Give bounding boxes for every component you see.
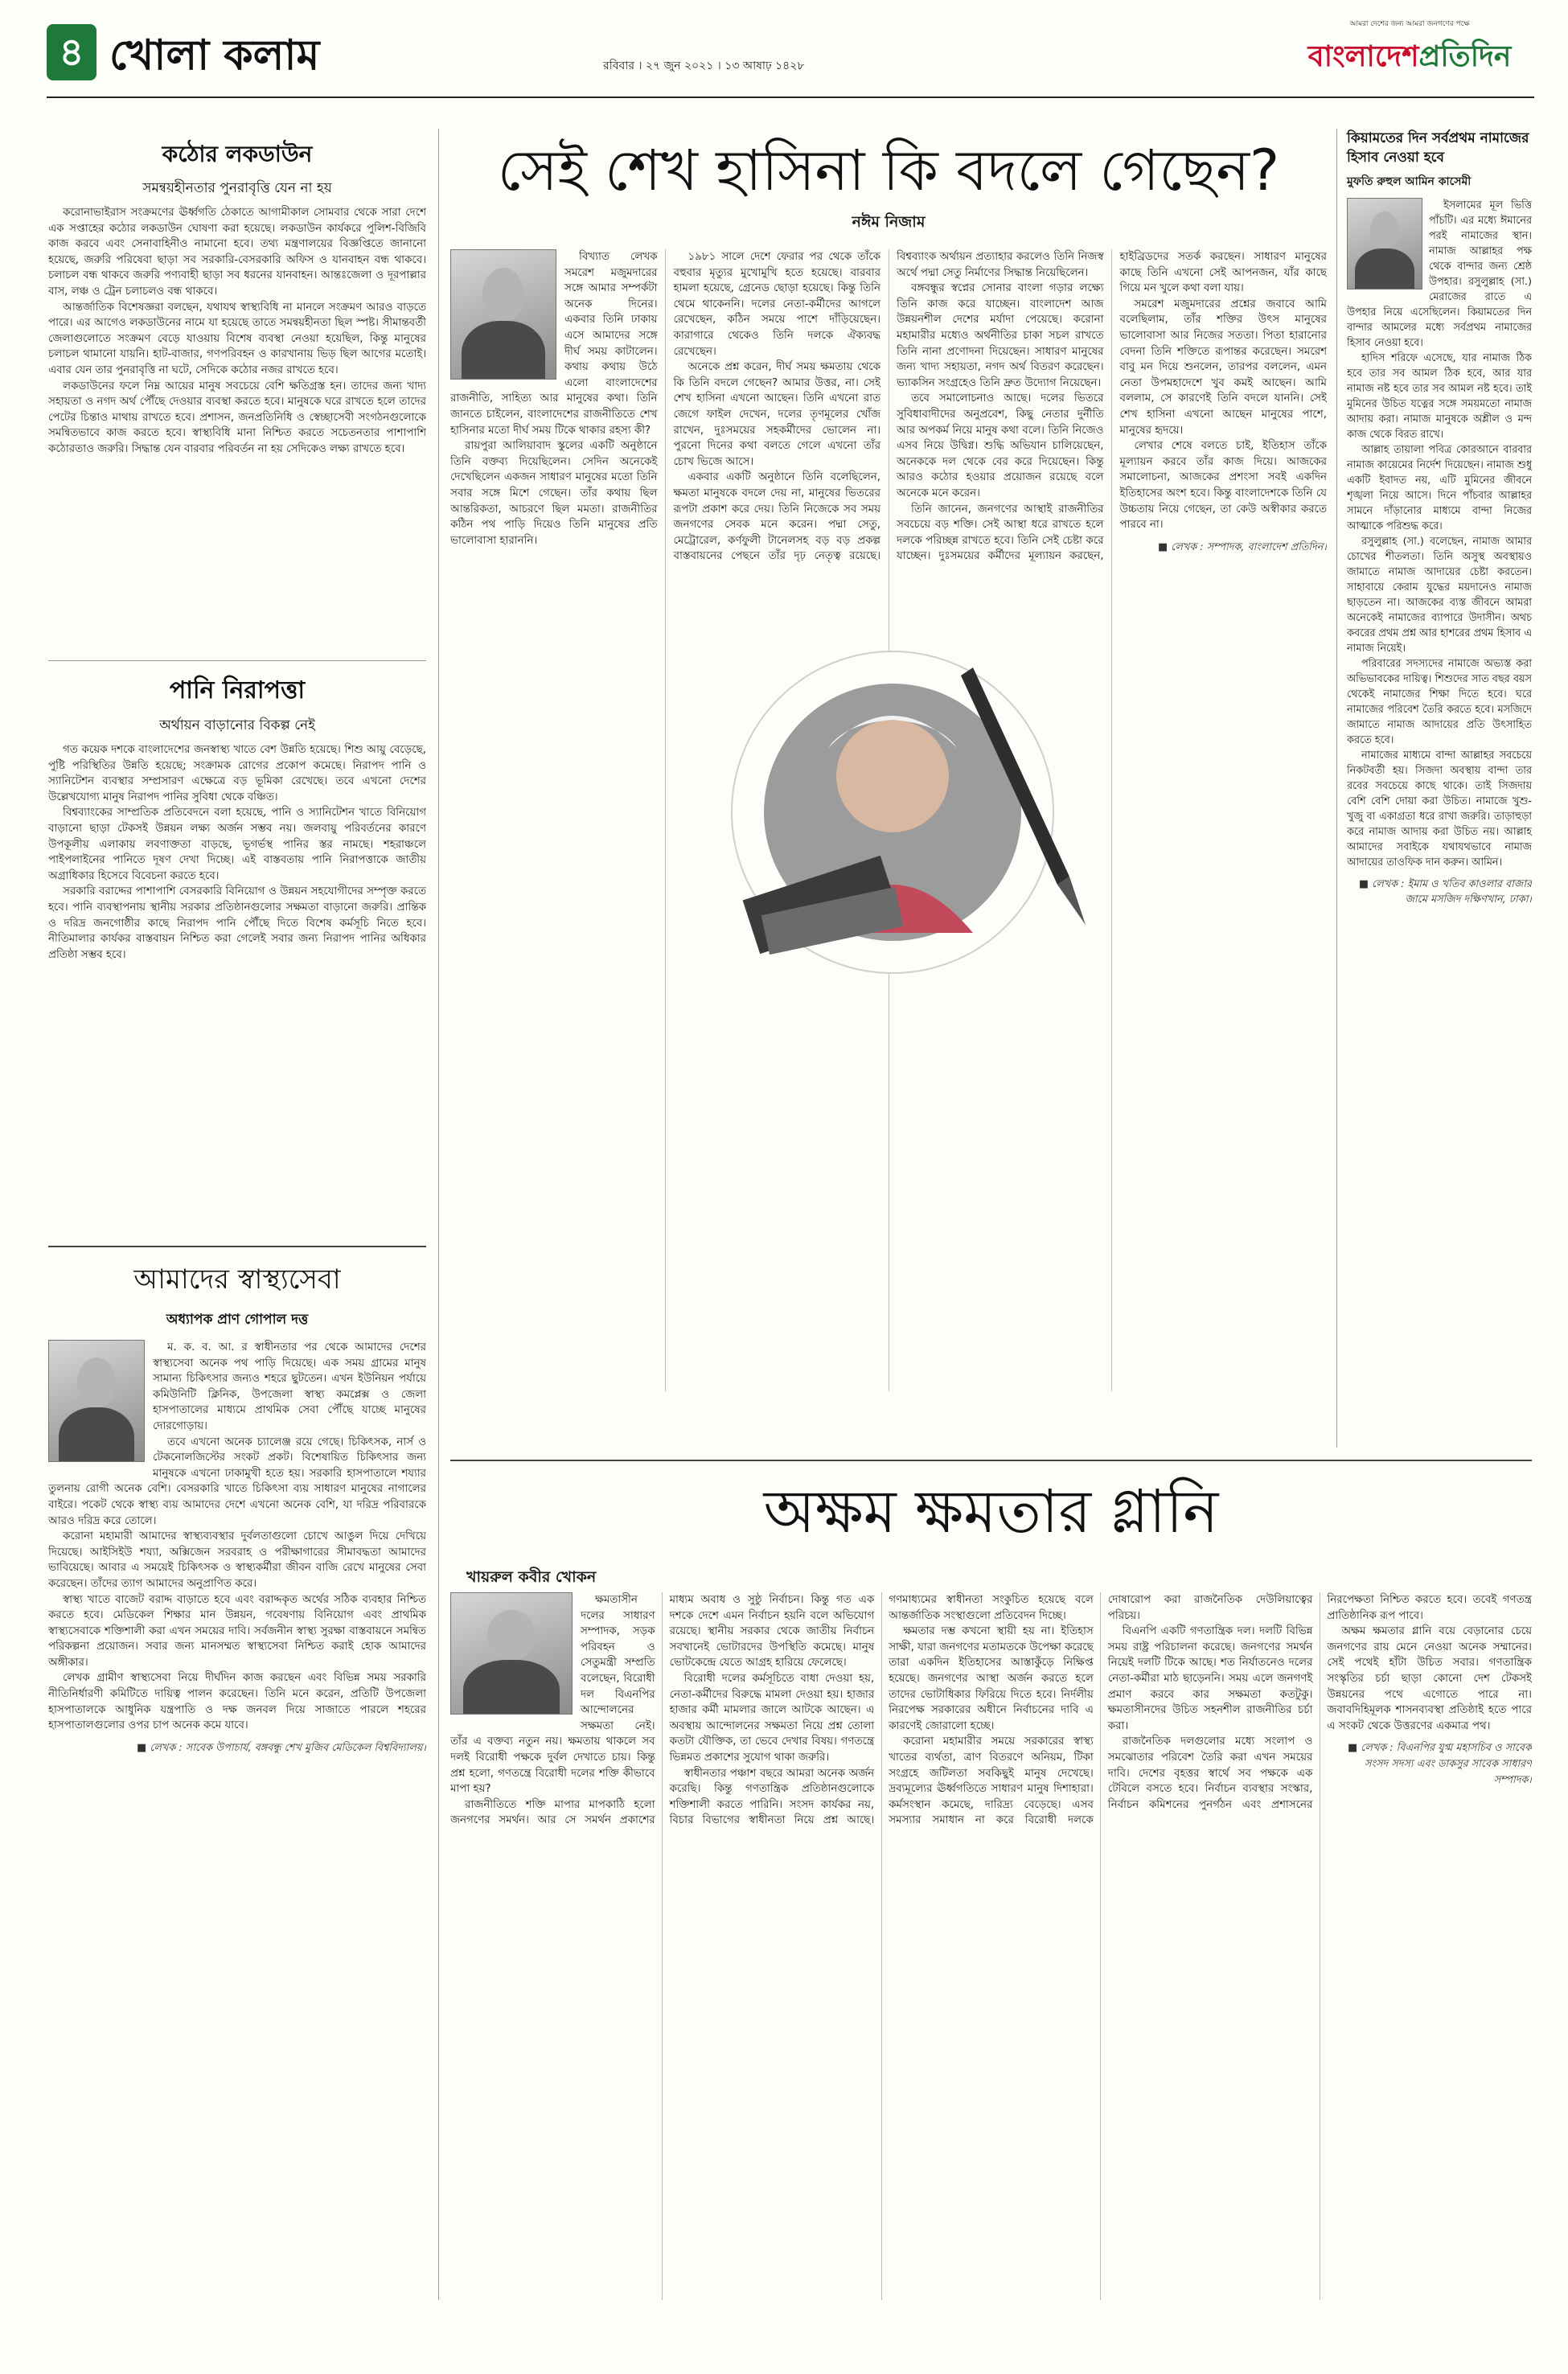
paragraph: রাজনৈতিক দলগুলোর মধ্যে সংলাপ ও সমঝোতার পরিবেশ তৈরি করা এখন সময়ের দাবি। দেশের বৃহত্তর স্বার্থে সব পক্ষকে এক টেবিলে বসতে হবে। নির্বাচন ব্যবস্থার সংস্কার, নির্বাচন কমিশনের পুনর্গঠন এবং প্রশাসনের নিরপেক্ষতা নিশ্চিত করতে হবে। তবেই গণতন্ত্র প্রাতিষ্ঠানিক রূপ পাবে। <box>1107 1594 1532 1811</box>
masthead <box>1285 18 1534 95</box>
paragraph: একবার একটি অনুষ্ঠানে তিনি বলেছিলেন, ক্ষমতা মানুষকে বদলে দেয় না, মানুষের ভিতরের রূপটা প্রকাশ করে দেয়। তিনি নিজেকে সব সময় জনগণের সেবক মনে করেন। পদ্মা সেতু, মেট্রোরেল, কর্ণফুলী টানেলসহ বড় বড় প্রকল্প বাস্তবায়নের পেছনে তাঁর দৃঢ় নেতৃত্ব রয়েছে। বিশ্বব্যাংক অর্থায়ন প্রত্যাহার করলেও তিনি নিজস্ব অর্থে পদ্মা সেতু নির্মাণের সিদ্ধান্ত নিয়েছিলেন। <box>673 251 1104 563</box>
author-photo <box>1347 198 1422 290</box>
author-photo <box>48 1340 145 1462</box>
paragraph: বিশ্বব্যাংকের সাম্প্রতিক প্রতিবেদনে বলা হয়েছে, পানি ও স্যানিটেশন খাতে বিনিয়োগ বাড়ানো ছাড়া টেকসই উন্নয়ন লক্ষ্য অর্জন সম্ভব নয়। জলবায়ু পরিবর্তনের কারণে উপকূলীয় এলাকায় লবণাক্ততা বাড়ছে, ভূগর্ভস্থ পানির স্তর নামছে। শহরাঞ্চলে পাইপলাইনের পানিতে দূষণ দেখা দিচ্ছে। এই বাস্তবতায় পানি নিরাপত্তাকে জাতীয় অগ্রাধিকার হিসেবে বিবেচনা করতে হবে। <box>48 807 426 882</box>
paragraph: তবে সমালোচনাও আছে। দলের ভিতরে সুবিধাবাদীদের অনুপ্রবেশ, কিছু নেতার দুর্নীতি আর অপকর্ম নিয়ে মানুষ কথা বলে। তিনি নিজেও এসব নিয়ে উদ্বিগ্ন। শুদ্ধি অভিযান চালিয়েছেন, অনেককে দল থেকে বের করে দিয়েছেন। কিন্তু আরও কঠোর হওয়ার প্রয়োজন রয়েছে বলে অনেকে মনে করেন। <box>897 392 1104 499</box>
page-number-badge <box>47 24 96 80</box>
paragraph: আন্তর্জাতিক বিশেষজ্ঞরা বলছেন, যথাযথ স্বাস্থ্যবিধি না মানলে সংক্রমণ আরও বাড়তে পারে। এর আগেও লকডাউনের নামে যা হয়েছে তাতে সমন্বয়হীনতা ছিল স্পষ্ট। সীমান্তবর্তী জেলাগুলোতে সংক্রমণ বেড়ে যাওয়ায় বিশেষ ব্যবস্থা নেওয়া হয়েছিল, কিন্তু মানুষের চলাচল থামানো যায়নি। হাট-বাজার, গণপরিবহন ও কারখানায় ভিড় ছিল আগের মতোই। এবার যেন তার পুনরাবৃত্তি না ঘটে, সেদিকে কঠোর নজর রাখতে হবে। <box>48 301 426 376</box>
paragraph: ইসলামের মূল ভিত্তি পাঁচটি। এর মধ্যে ঈমানের পরই নামাজের স্থান। নামাজ আল্লাহর পক্ষ থেকে বান্দার জন্য শ্রেষ্ঠ উপহার। রসুলুল্লাহ (সা.) মেরাজের রাতে এ উপহার নিয়ে এসেছিলেন। কিয়ামতের দিন বান্দার আমলের মধ্যে সর্বপ্রথম নামাজের হিসাব নেওয়া হবে। <box>1347 199 1532 349</box>
religion-endnote: ■ লেখক : ইমাম ও খতিব কাওলার বাজার জামে মসজিদ দক্ষিণখান, ঢাকা। <box>1358 878 1532 906</box>
paragraph: লেখার শেষে বলতে চাই, ইতিহাস তাঁকে মূল্যায়ন করবে তাঁর কাজ দিয়ে। আজকের সমালোচনা, আজকের প্রশংসা সবই একদিন ইতিহাসের অংশ হবে। কিন্তু বাংলাদেশকে তিনি যে উচ্চতায় নিয়ে গেছেন, তা কেউ অস্বীকার করতে পারবে না। <box>1119 440 1327 532</box>
portrait-illustration <box>692 635 1110 989</box>
author-photo <box>450 249 556 380</box>
paragraph: বঙ্গবন্ধুর স্বপ্নের সোনার বাংলা গড়ার লক্ষ্যে তিনি কাজ করে যাচ্ছেন। বাংলাদেশ আজ উন্নয়নশীল দেশের মর্যাদা পেয়েছে। করোনা মহামারীর মধ্যেও অর্থনীতির চাকা সচল রাখতে তিনি নানা প্রণোদনা দিয়েছেন। সাধারণ মানুষের জন্য খাদ্য সহায়তা, নগদ অর্থ বিতরণ করেছেন। ভ্যাকসিন সংগ্রহেও তিনি দ্রুত উদ্যোগ নিয়েছেন। <box>897 282 1104 389</box>
page-number: ৪ <box>59 30 84 75</box>
editorial-1-body <box>48 205 426 655</box>
lead-headline: সেই শেখ হাসিনা কি বদলে গেছেন? <box>497 138 1280 203</box>
religion-body <box>1347 198 1532 1436</box>
paragraph: রসুলুল্লাহ (সা.) বলেছেন, নামাজ আমার চোখের শীতলতা। তিনি অসুস্থ অবস্থায়ও জামাতে নামাজ আদায়ের চেষ্টা করতেন। সাহাবায়ে কেরাম যুদ্ধের ময়দানেও নামাজ ছাড়তেন না। আজকের ব্যস্ত জীবনে আমরা অনেকেই নামাজের ব্যাপারে উদাসীন। অথচ কবরের প্রথম প্রশ্ন আর হাশরের প্রথম হিসাব এ নামাজ নিয়েই। <box>1347 536 1532 655</box>
paragraph: হাদিস শরিফে এসেছে, যার নামাজ ঠিক হবে তার সব আমল ঠিক হবে, আর যার নামাজ নষ্ট হবে তার সব আমল নষ্ট হবে। তাই মুমিনের উচিত যত্নের সঙ্গে সময়মতো নামাজ আদায় করা। নামাজ মানুষকে অশ্লীল ও মন্দ কাজ থেকে বিরত রাখে। <box>1347 352 1532 441</box>
masthead-logo <box>1285 35 1534 83</box>
paragraph: তবে এখনো অনেক চ্যালেঞ্জ রয়ে গেছে। চিকিৎসক, নার্স ও টেকনোলজিস্টের সংকট প্রকট। বিশেষায়িত চিকিৎসার জন্য মানুষকে এখনো ঢাকামুখী হতে হয়। সরকারি হাসপাতালে শয্যার তুলনায় রোগী অনেক বেশি। বেসরকারি খাতে চিকিৎসা ব্যয় সাধারণ মানুষের নাগালের বাইরে। পকেট থেকে স্বাস্থ্য ব্যয় আমাদের দেশে এখনো অনেক বেশি, যা দরিদ্র পরিবারকে আরও দরিদ্র করে তোলে। <box>48 1435 426 1527</box>
religion-title: কিয়ামতের দিন সর্বপ্রথম নামাজের হিসাব নেওয়া হবে <box>1347 130 1529 166</box>
paragraph: করোনা মহামারীর সময়ে সরকারের স্বাস্থ্য খাতের ব্যর্থতা, ত্রাণ বিতরণে অনিয়ম, টিকা সংগ্রহে জটিলতা সবকিছুই মানুষ দেখেছে। দ্রব্যমূল্যের ঊর্ধ্বগতিতে সাধারণ মানুষ দিশাহারা। কর্মসংস্থান কমেছে, দারিদ্র্য বেড়েছে। এসব সমস্যার সমাধান না করে বিরোধী দলকে দোষারোপ করা রাজনৈতিক দেউলিয়াত্বের পরিচয়। <box>889 1594 1313 1827</box>
paragraph: অক্ষম ক্ষমতার গ্লানি বয়ে বেড়ানোর চেয়ে জনগণের রায় মেনে নেওয়া অনেক সম্মানের। সেই পথেই হাঁটা উচিত সবার। গণতান্ত্রিক সংস্কৃতির চর্চা ছাড়া কোনো দেশ টেকসই উন্নয়নের পথে এগোতে পারে না। জবাবদিহিমূলক শাসনব্যবস্থা প্রতিষ্ঠাই হতে পারে এ সংকট থেকে উত্তরণের একমাত্র পথ। <box>1327 1625 1532 1732</box>
masthead-tagline: আমরা দেশের জন্য আমরা জনগণের পক্ষে <box>1349 20 1470 28</box>
paragraph: বিরোধী দলের কর্মসূচিতে বাধা দেওয়া হয়, নেতা-কর্মীদের বিরুদ্ধে মামলা দেওয়া হয়। হাজার হাজার কর্মী মামলার জালে আটকে আছেন। এ অবস্থায় আন্দোলনের সক্ষমতা নিয়ে প্রশ্ন তোলা কতটা যৌক্তিক, তা ভেবে দেখার বিষয়। গণতন্ত্রে ভিন্নমত প্রকাশের সুযোগ থাকা জরুরি। <box>669 1672 875 1764</box>
article-3-body <box>48 1340 426 2224</box>
article-3-title: আমাদের স্বাস্থ্যসেবা <box>133 1263 341 1296</box>
section-divider <box>450 1460 1532 1461</box>
editorial-column <box>48 137 426 2308</box>
lead-endnote: ■ লেখক : সম্পাদক, বাংলাদেশ প্রতিদিন। <box>1158 540 1327 553</box>
editorial-2-title: পানি নিরাপত্তা <box>169 676 306 704</box>
paragraph: বিখ্যাত লেখক সমরেশ মজুমদারের সঙ্গে আমার সম্পর্কটা অনেক দিনের। একবার তিনি ঢাকায় এসে আমাদের সঙ্গে দীর্ঘ সময় কাটালেন। কথায় কথায় উঠে এলো বাংলাদেশের রাজনীতি, সাহিত্য আর মানুষের কথা। তিনি জানতে চাইলেন, বাংলাদেশের রাজনীতিতে শেখ হাসিনার মতো দীর্ঘ সময় টিকে থাকার রহস্য কী? <box>450 251 658 437</box>
paragraph: বিএনপি একটি গণতান্ত্রিক দল। দলটি বিভিন্ন সময় রাষ্ট্র পরিচালনা করেছে। জনগণের সমর্থন নিয়েই দলটি টিকে আছে। শত নির্যাতনেও দলের নেতা-কর্মীরা মাঠ ছাড়েননি। সময় এলে জনগণই প্রমাণ করবে কার সক্ষমতা কতটুকু। ক্ষমতাসীনদের উচিত সহনশীল রাজনীতির চর্চা করা। <box>1107 1625 1313 1732</box>
page-header <box>47 18 1534 108</box>
paragraph: স্বাধীনতার পঞ্চাশ বছরে আমরা অনেক অর্জন করেছি। কিন্তু গণতান্ত্রিক প্রতিষ্ঠানগুলোকে শক্তিশালী করতে পারিনি। সংসদ কার্যকর নয়, বিচার বিভাগের স্বাধীনতা নিয়ে প্রশ্ন আছে। গণমাধ্যমের স্বাধীনতা সংকুচিত হয়েছে বলে আন্তর্জাতিক সংস্থাগুলো প্রতিবেদন দিচ্ছে। <box>669 1594 1094 1827</box>
editorial-2-body <box>48 742 426 1241</box>
date-line: রবিবার । ২৭ জুন ২০২১ । ১৩ আষাঢ় ১৪২৮ <box>603 60 805 72</box>
paragraph: রাজনীতিতে শক্তি মাপার মাপকাঠি হলো জনগণের সমর্থন। আর সে সমর্থন প্রকাশের মাধ্যম অবাধ ও সুষ্ঠু নির্বাচন। কিন্তু গত এক দশকে দেশে এমন নির্বাচন হয়নি বলে অভিযোগ রয়েছে। স্থানীয় সরকার থেকে জাতীয় নির্বাচন সবখানেই ভোটারদের উপস্থিতি কমেছে। মানুষ ভোটকেন্দ্রে যেতে আগ্রহ হারিয়ে ফেলেছে। <box>450 1594 875 1827</box>
paragraph: তিনি জানেন, জনগণের আস্থাই রাজনীতির সবচেয়ে বড় শক্তি। সেই আস্থা ধরে রাখতে হলে দলকে পরিচ্ছন্ন রাখতে হবে। তিনি সেই চেষ্টা করে যাচ্ছেন। দুঃসময়ের কর্মীদের মূল্যায়ন করছেন, হাইব্রিডদের সতর্ক করছেন। সাধারণ মানুষের কাছে তিনি এখনো সেই আপনজন, যাঁর কাছে গিয়ে মন খুলে কথা বলা যায়। <box>897 251 1327 563</box>
paragraph: অনেকে প্রশ্ন করেন, দীর্ঘ সময় ক্ষমতায় থেকে কি তিনি বদলে গেছেন? আমার উত্তর, না। সেই শেখ হাসিনা এখনো আছেন। তিনি এখনো রাত জেগে ফাইল দেখেন, দলের তৃণমূলের খোঁজ রাখেন, দুঃসময়ের সহকর্মীদের ভোলেন না। পুরনো দিনের কথা বলতে গেলে এখনো তাঁর চোখ ভিজে আসে। <box>673 361 880 468</box>
editorial-2-subtitle: অর্থায়ন বাড়ানোর বিকল্প নেই <box>159 717 315 733</box>
section-title: খোলা কলাম <box>109 31 320 80</box>
paragraph: পরিবারের সদস্যদের নামাজে অভ্যস্ত করা অভিভাবকের দায়িত্ব। শিশুদের সাত বছর বয়স থেকেই নামাজের শিক্ষা দিতে হবে। ঘরে নামাজের পরিবেশ তৈরি করতে হবে। মসজিদে জামাতে নামাজ আদায়ের প্রতি উৎসাহিত করতে হবে। <box>1347 658 1532 746</box>
paragraph: সমরেশ মজুমদারের প্রশ্নের জবাবে আমি বলেছিলাম, তাঁর শক্তির উৎস মানুষের ভালোবাসা আর নিজের সততা। পিতা হারানোর বেদনা তিনি শক্তিতে রূপান্তর করেছেন। সমরেশ বাবু মন দিয়ে শুনলেন, তারপর বললেন, এমন নেতা উপমহাদেশে খুব কমই আছেন। আমি বললাম, সে কারণেই তিনি বদলে যাননি। সেই শেখ হাসিনা এখনো আছেন মানুষের পাশে, মানুষের হৃদয়ে। <box>1119 298 1327 437</box>
editorial-1-title: কঠোর লকডাউন <box>162 141 313 167</box>
paragraph: গত কয়েক দশকে বাংলাদেশের জনস্বাস্থ্য খাতে বেশ উন্নতি হয়েছে। শিশু আয়ু বেড়েছে, পুষ্টি পরিস্থিতির উন্নতি হয়েছে; সংক্রামক রোগের প্রকোপ কমেছে। নিরাপদ পানি ও স্যানিটেশন ব্যবস্থার সম্প্রসারণ এক্ষেত্রে বড় ভূমিকা রেখেছে। তবে এখনো দেশের উল্লেখযোগ্য মানুষ নিরাপদ পানির সুবিধা থেকে বঞ্চিত। <box>48 744 426 803</box>
paragraph: আল্লাহ তায়ালা পবিত্র কোরআনে বারবার নামাজ কায়েমের নির্দেশ দিয়েছেন। নামাজ শুধু একটি ইবাদত নয়, এটি মুমিনের জীবনে শৃঙ্খলা নিয়ে আসে। দিনে পাঁচবার আল্লাহর সামনে দাঁড়ানোর মাধ্যমে বান্দা নিজের আত্মাকে পরিশুদ্ধ করে। <box>1347 444 1532 532</box>
paragraph: সরকারি বরাদ্দের পাশাপাশি বেসরকারি বিনিয়োগ ও উন্নয়ন সহযোগীদের সম্পৃক্ত করতে হবে। পানি ব্যবস্থাপনায় স্থানীয় সরকার প্রতিষ্ঠানগুলোর সক্ষমতা বাড়ানো জরুরি। প্রান্তিক ও দরিদ্র জনগোষ্ঠীর কাছে নিরাপদ পানি পৌঁছে দিতে বিশেষ কর্মসূচি নিতে হবে। নীতিমালার কার্যকর বাস্তবায়ন নিশ্চিত করা গেলেই সবার জন্য নিরাপদ পানির অধিকার প্রতিষ্ঠা সম্ভব হবে। <box>48 885 426 961</box>
paragraph: ১৯৮১ সালে দেশে ফেরার পর থেকে তাঁকে বহুবার মৃত্যুর মুখোমুখি হতে হয়েছে। বারবার হামলা হয়েছে, গ্রেনেড ছোড়া হয়েছে। কিন্তু তিনি থেমে থাকেননি। দলের নেতা-কর্মীদের আগলে রেখেছেন, কঠিন সময়ে পাশে দাঁড়িয়েছেন। কারাগারে থেকেও তিনি দলকে ঐক্যবদ্ধ রেখেছেন। <box>673 251 880 358</box>
paragraph: নামাজের মাধ্যমে বান্দা আল্লাহর সবচেয়ে নিকটবর্তী হয়। সিজদা অবস্থায় বান্দা তার রবের সবচেয়ে কাছে থাকে। তাই সিজদায় বেশি বেশি দোয়া করা উচিত। নামাজে খুশু-খুজু বা একাগ্রতা ধরে রাখা জরুরি। তাড়াহুড়া করে নামাজ আদায় করা উচিত নয়। আল্লাহ আমাদের সবাইকে যথাযথভাবে নামাজ আদায়ের তাওফিক দান করুন। আমিন। <box>1347 750 1532 869</box>
second-article <box>450 1476 1532 2312</box>
paragraph: রায়পুরা আলিয়াবাদ স্কুলের একটি অনুষ্ঠানে তিনি বক্তব্য দিয়েছিলেন। সেদিন অনেকেই দেখেছিলেন একজন সাধারণ মানুষের মতো তিনি সবার সঙ্গে মিশে গেছেন। তাঁর কথায় ছিল আন্তরিকতা, আচরণে ছিল মমতা। রাজনীতির কঠিন পথ পাড়ি দিয়েও তিনি মানুষের প্রতি ভালোবাসা হারাননি। <box>450 440 658 547</box>
editorial-1-subtitle: সমন্বয়হীনতার পুনরাবৃত্তি যেন না হয় <box>142 180 332 196</box>
header-rule <box>47 97 1534 98</box>
second-body <box>450 1592 1532 2300</box>
masthead-part2: প্রতিদিন <box>1418 40 1512 73</box>
paragraph: ক্ষমতার দম্ভ কখনো স্থায়ী হয় না। ইতিহাস সাক্ষী, যারা জনগণের মতামতকে উপেক্ষা করেছে তারা একদিন ইতিহাসের আস্তাকুঁড়ে নিক্ষিপ্ত হয়েছে। জনগণের আস্থা অর্জন করতে হলে তাদের ভোটাধিকার ফিরিয়ে দিতে হবে। নির্দলীয় নিরপেক্ষ সরকারের অধীনে নির্বাচনের দাবি এ কারণেই জোরালো হচ্ছে। <box>889 1625 1094 1732</box>
pen-and-portrait-graphic <box>692 635 1110 989</box>
article-3-endnote: ■ লেখক : সাবেক উপাচার্য, বঙ্গবন্ধু শেখ মুজিব মেডিকেল বিশ্ববিদ্যালয়। <box>137 1741 426 1754</box>
lead-article <box>450 137 1327 1423</box>
paragraph: স্বাস্থ্য খাতে বাজেট বরাদ্দ বাড়াতে হবে এবং বরাদ্দকৃত অর্থের সঠিক ব্যবহার নিশ্চিত করতে হবে। মেডিকেল শিক্ষার মান উন্নয়ন, গবেষণায় বিনিয়োগ এবং প্রাথমিক স্বাস্থ্যসেবাকে শক্তিশালী করা এখন সময়ের দাবি। সর্বজনীন স্বাস্থ্য সুরক্ষা বাস্তবায়নে সমন্বিত পরিকল্পনা প্রয়োজন। সবার জন্য মানসম্মত স্বাস্থ্যসেবা নিশ্চিত করাই হোক আমাদের অঙ্গীকার। <box>48 1593 426 1669</box>
author-photo <box>450 1592 573 1715</box>
second-endnote: ■ লেখক : বিএনপির যুগ্ম মহাসচিব ও সাবেক সংসদ সদস্য এবং ডাকসুর সাবেক সাধারণ সম্পাদক। <box>1347 1742 1532 1786</box>
column-divider <box>438 129 439 2300</box>
paragraph: করোনাভাইরাস সংক্রমণের ঊর্ধ্বগতি ঠেকাতে আগামীকাল সোমবার থেকে সারা দেশে এক সপ্তাহের কঠোর লকডাউন ঘোষণা করা হয়েছে। লকডাউন কার্যকরে পুলিশ-বিজিবি কাজ করবে এবং সেনাবাহিনীও নামানো হবে। তথ্য মন্ত্রণালয়ের বিজ্ঞপ্তিতে জানানো হয়েছে, জরুরি পরিষেবা ছাড়া সব সরকারি-বেসরকারি অফিস ও যানবাহন বন্ধ থাকবে। চলাচল বন্ধ থাকবে জরুরি পণ্যবাহী ছাড়া সব ধরনের যানবাহন। আন্তঃজেলা ও দূরপাল্লার বাস, লঞ্চ ও ট্রেন চলাচলও বন্ধ থাকবে। <box>48 207 426 298</box>
second-byline: খায়রুল কবীর খোকন <box>466 1568 597 1586</box>
paragraph: লকডাউনের ফলে নিম্ন আয়ের মানুষ সবচেয়ে বেশি ক্ষতিগ্রস্ত হন। তাদের জন্য খাদ্য সহায়তা ও নগদ অর্থ পৌঁছে দেওয়ার ব্যবস্থা করতে হবে। মানুষকে ঘরে রাখতে হলে তাদের পেটের চিন্তাও মাথায় রাখতে হবে। প্রশাসন, জনপ্রতিনিধি ও স্বেচ্ছাসেবী সংগঠনগুলোকে সমন্বিতভাবে কাজ করতে হবে। স্বাস্থ্যবিধি মানা নিশ্চিত করতে সচেতনতার পাশাপাশি কঠোরতাও জরুরি। সিদ্ধান্ত যেন বারবার পরিবর্তন না হয় সেদিকেও লক্ষ্য রাখতে হবে। <box>48 380 426 455</box>
paragraph: করোনা মহামারী আমাদের স্বাস্থ্যব্যবস্থার দুর্বলতাগুলো চোখে আঙুল দিয়ে দেখিয়ে দিয়েছে। আইসিইউ শয্যা, অক্সিজেন সরবরাহ ও পরীক্ষাগারের সীমাবদ্ধতা আমাদের ভাবিয়েছে। আবার এ সময়েই চিকিৎসক ও স্বাস্থ্যকর্মীরা জীবন বাজি রেখে মানুষের সেবা করেছেন। তাঁদের ত্যাগ আমাদের অনুপ্রাণিত করে। <box>48 1530 426 1590</box>
article-3-byline: অধ্যাপক প্রাণ গোপাল দত্ত <box>166 1312 309 1328</box>
paragraph: লেখক গ্রামীণ স্বাস্থ্যসেবা নিয়ে দীর্ঘদিন কাজ করছেন এবং বিভিন্ন সময় সরকারি নীতিনির্ধারণী কমিটিতে দায়িত্ব পালন করেছেন। তিনি মনে করেন, প্রতিটি উপজেলা হাসপাতালকে আধুনিক যন্ত্রপাতি ও দক্ষ জনবল দিয়ে সাজাতে পারলে শহরের হাসপাতালগুলোর ওপর চাপ অনেক কমে যাবে। <box>48 1672 426 1732</box>
paragraph: ম. ক. ব. আ. র স্বাধীনতার পর থেকে আমাদের দেশের স্বাস্থ্যসেবা অনেক পথ পাড়ি দিয়েছে। এক সময় গ্রামের মানুষ সামান্য চিকিৎসার জন্যও শহরে ছুটতেন। এখন ইউনিয়ন পর্যায়ে কমিউনিটি ক্লিনিক, উপজেলা স্বাস্থ্য কমপ্লেক্স ও জেলা হাসপাতালের মাধ্যমে প্রাথমিক সেবা পৌঁছে যাচ্ছে মানুষের দোরগোড়ায়। <box>153 1341 426 1432</box>
second-headline: অক্ষম ক্ষমতার গ্লানি <box>763 1477 1219 1546</box>
religion-byline: মুফতি রুহুল আমিন কাসেমী <box>1347 175 1472 188</box>
religion-column <box>1347 129 1532 1448</box>
lead-byline: নঈম নিজাম <box>852 213 926 231</box>
column-divider <box>1336 129 1337 1448</box>
masthead-part1: বাংলাদেশ <box>1307 40 1419 73</box>
paragraph: ক্ষমতাসীন দলের সাধারণ সম্পাদক, সড়ক পরিবহন ও সেতুমন্ত্রী সম্প্রতি বলেছেন, বিরোধী দল বিএনপির আন্দোলনের সক্ষমতা নেই। তাঁর এ বক্তব্য নতুন নয়। ক্ষমতায় থাকলে সব দলই বিরোধী পক্ষকে দুর্বল দেখাতে চায়। কিন্তু প্রশ্ন হলো, গণতন্ত্রে বিরোধী দলের শক্তি কীভাবে মাপা হয়? <box>450 1594 655 1796</box>
